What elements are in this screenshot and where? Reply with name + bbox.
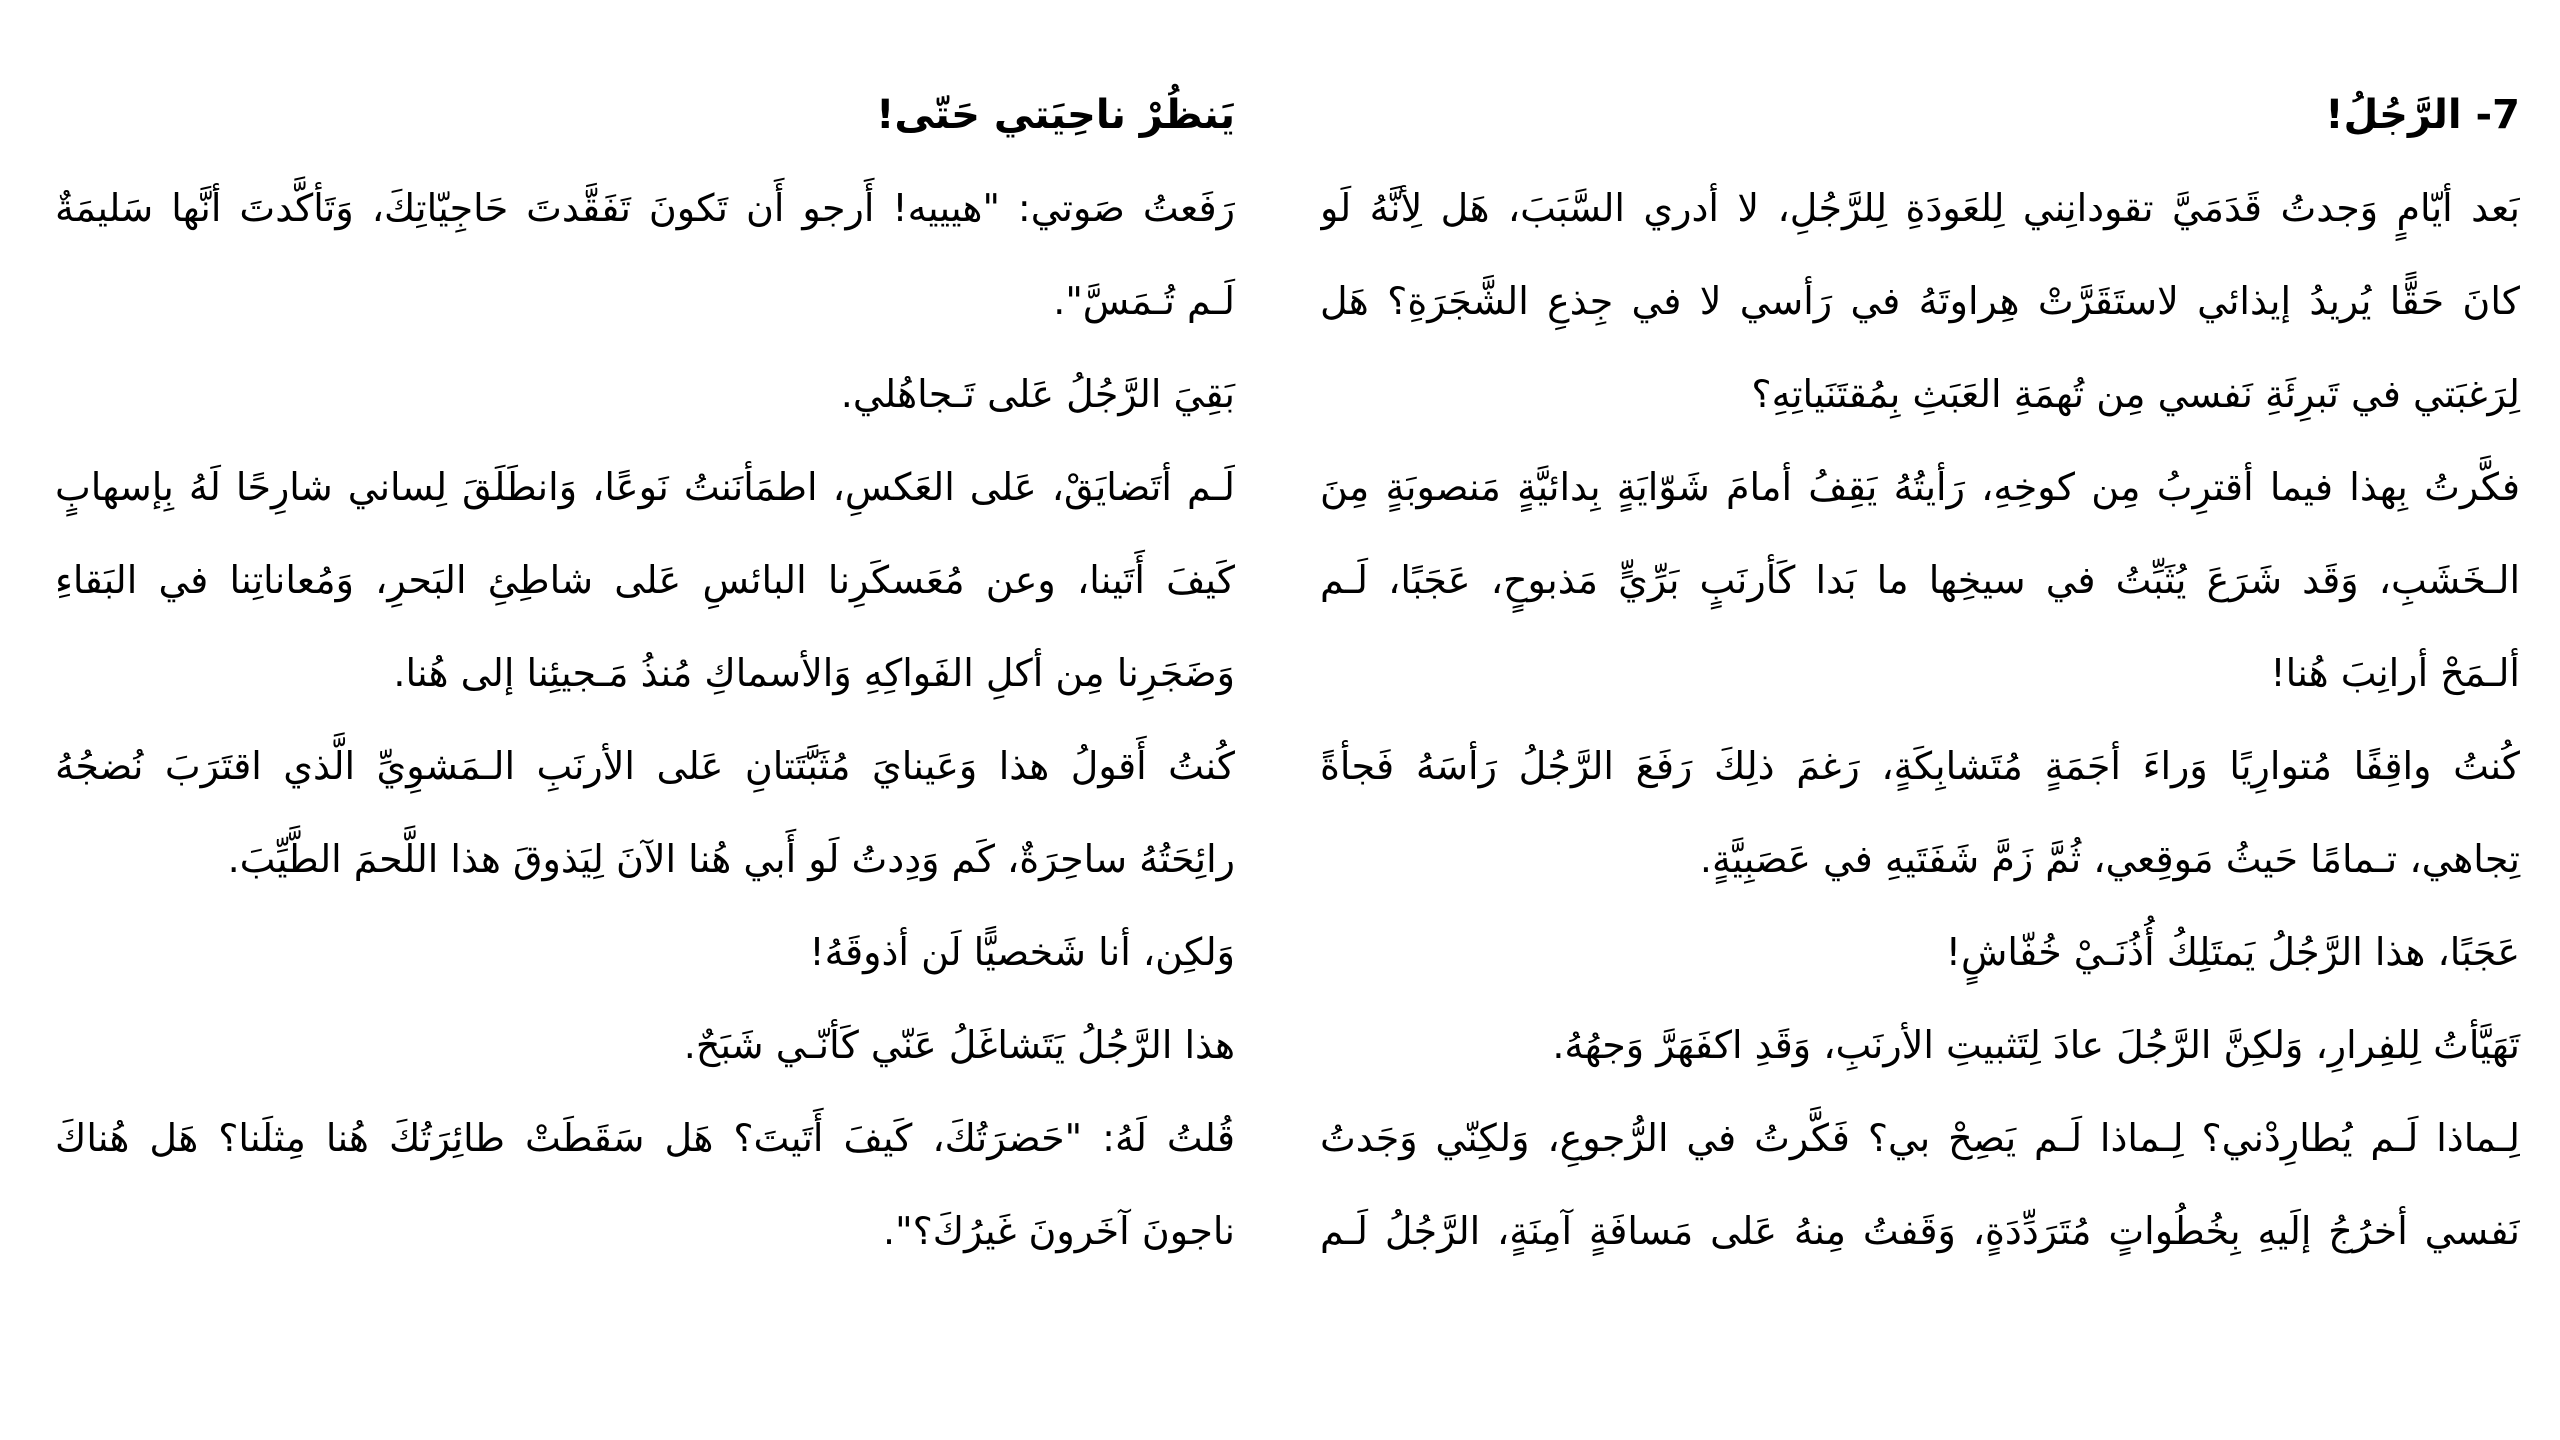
left-column	[55, 80, 1235, 1289]
text-line: الـخَشَبِ، وَقَد شَرَعَ يُثَبِّتُ في سيخِها ما بَدا كَأرنَبٍ بَرِّيٍّ مَذبوحٍ، عَجَبًا، لَـم	[1320, 558, 2520, 602]
text-line: فكَّرتُ بِهذا فيما أقترِبُ مِن كوخِهِ، رَأيتُهُ يَقِفُ أمامَ شَوّايَةٍ بِدائيَّةٍ مَنصوبَةٍ مِنَ	[1320, 465, 2520, 509]
text-line: كُنتُ أَقولُ هذا وَعَينايَ مُثَبَّتَتانِ عَلى الأرنَبِ الـمَشوِيِّ الَّذي اقتَرَبَ نُضجُهُ	[55, 744, 1235, 788]
text-line: يَنظُرْ ناحِيَتي حَتّى!	[876, 92, 1235, 138]
right-column	[1320, 80, 2520, 1289]
text-line: نَفسي أخرُجُ إلَيهِ بِخُطُواتٍ مُتَرَدِّدَةٍ، وَقَفتُ مِنهُ عَلى مَسافَةٍ آمِنَةٍ، الرَّجُلُ لَـم	[1320, 1209, 2520, 1253]
text-line: لَـم تُـمَسَّ".	[1053, 279, 1235, 323]
text-line: وَلكِن، أنا شَخصيًّا لَن أذوقَهُ!	[809, 930, 1235, 974]
text-line: عَجَبًا، هذا الرَّجُلُ يَمتَلِكُ أُذُنَـيْ خُفّاشٍ!	[1945, 930, 2520, 974]
text-line: كانَ حَقًّا يُريدُ إيذائي لاستَقَرَّتْ هِراوتَهُ في رَأسي لا في جِذعِ الشَّجَرَةِ؟ هَل	[1320, 279, 2520, 323]
text-line: ألـمَحْ أرانِبَ هُنا!	[2270, 651, 2520, 695]
text-line: هذا الرَّجُلُ يَتَشاغَلُ عَنّي كَأنّـي شَبَحٌ.	[683, 1023, 1235, 1067]
text-line: رَفَعتُ صَوتي: "هيييه! أَرجو أَن تَكونَ تَفَقَّدتَ حَاجِيّاتِكَ، وَتَأكَّدتَ أنَّها سَليمَةٌ	[55, 186, 1235, 230]
text-line: تَهَيَّأتُ لِلفِرارِ، وَلكِنَّ الرَّجُلَ عادَ لِتَثبيتِ الأرنَبِ، وَقَدِ اكفَهَرَّ وَجهُهُ.	[1552, 1023, 2520, 1067]
text-line: لِرَغبَتي في تَبرِئَةِ نَفسي مِن تُهمَةِ العَبَثِ بِمُقتَنَياتِهِ؟	[1751, 372, 2520, 416]
text-line: ناجونَ آخَرونَ غَيرُكَ؟".	[883, 1209, 1235, 1253]
text-line: كَيفَ أَتَينا، وعن مُعَسكَرِنا البائسِ عَلى شاطِئِ البَحرِ، وَمُعاناتِنا في البَقاءِ	[55, 558, 1235, 602]
text-line: وَضَجَرِنا مِن أكلِ الفَواكِهِ وَالأسماكِ مُنذُ مَـجيئِنا إلى هُنا.	[393, 651, 1235, 695]
text-line: بَقِيَ الرَّجُلُ عَلى تَـجاهُلي.	[840, 372, 1235, 416]
text-line: كُنتُ واقِفًا مُتوارِيًا وَراءَ أجَمَةٍ مُتَشابِكَةٍ، رَغمَ ذلِكَ رَفَعَ الرَّجُلُ رَأسَهُ فَجأةً	[1320, 744, 2520, 788]
text-line: تِجاهي، تـمامًا حَيثُ مَوقِعي، ثُمَّ زَمَّ شَفَتَيهِ في عَصَبِيَّةٍ.	[1699, 837, 2520, 881]
text-line: رائِحَتُهُ ساحِرَةٌ، كَم وَدِدتُ لَو أَبي هُنا الآنَ لِيَذوقَ هذا اللَّحمَ الطَّيِّبَ.	[227, 837, 1235, 881]
text-line: لَـم أتَضايَقْ، عَلى العَكسِ، اطمَأنَنتُ نَوعًا، وَانطَلَقَ لِساني شارِحًا لَهُ بِإسهابٍ	[55, 465, 1235, 509]
text-line: لِـماذا لَـم يُطارِدْني؟ لِـماذا لَـم يَصِحْ بي؟ فَكَّرتُ في الرُّجوعِ، وَلكِنّي وَجَدتُ	[1320, 1116, 2520, 1160]
text-line: بَعد أيّامٍ وَجدتُ قَدَمَيَّ تقودانِني لِلعَودَةِ لِلرَّجُلِ، لا أدري السَّبَبَ، هَل لِأنَّهُ لَو	[1320, 186, 2520, 230]
chapter-title: 7- الرَّجُلُ!	[2325, 92, 2520, 138]
text-line: قُلتُ لَهُ: "حَضرَتُكَ، كَيفَ أَتَيتَ؟ هَل سَقَطَتْ طائِرَتُكَ هُنا مِثلَنا؟ هَل هُناكَ	[55, 1116, 1235, 1160]
